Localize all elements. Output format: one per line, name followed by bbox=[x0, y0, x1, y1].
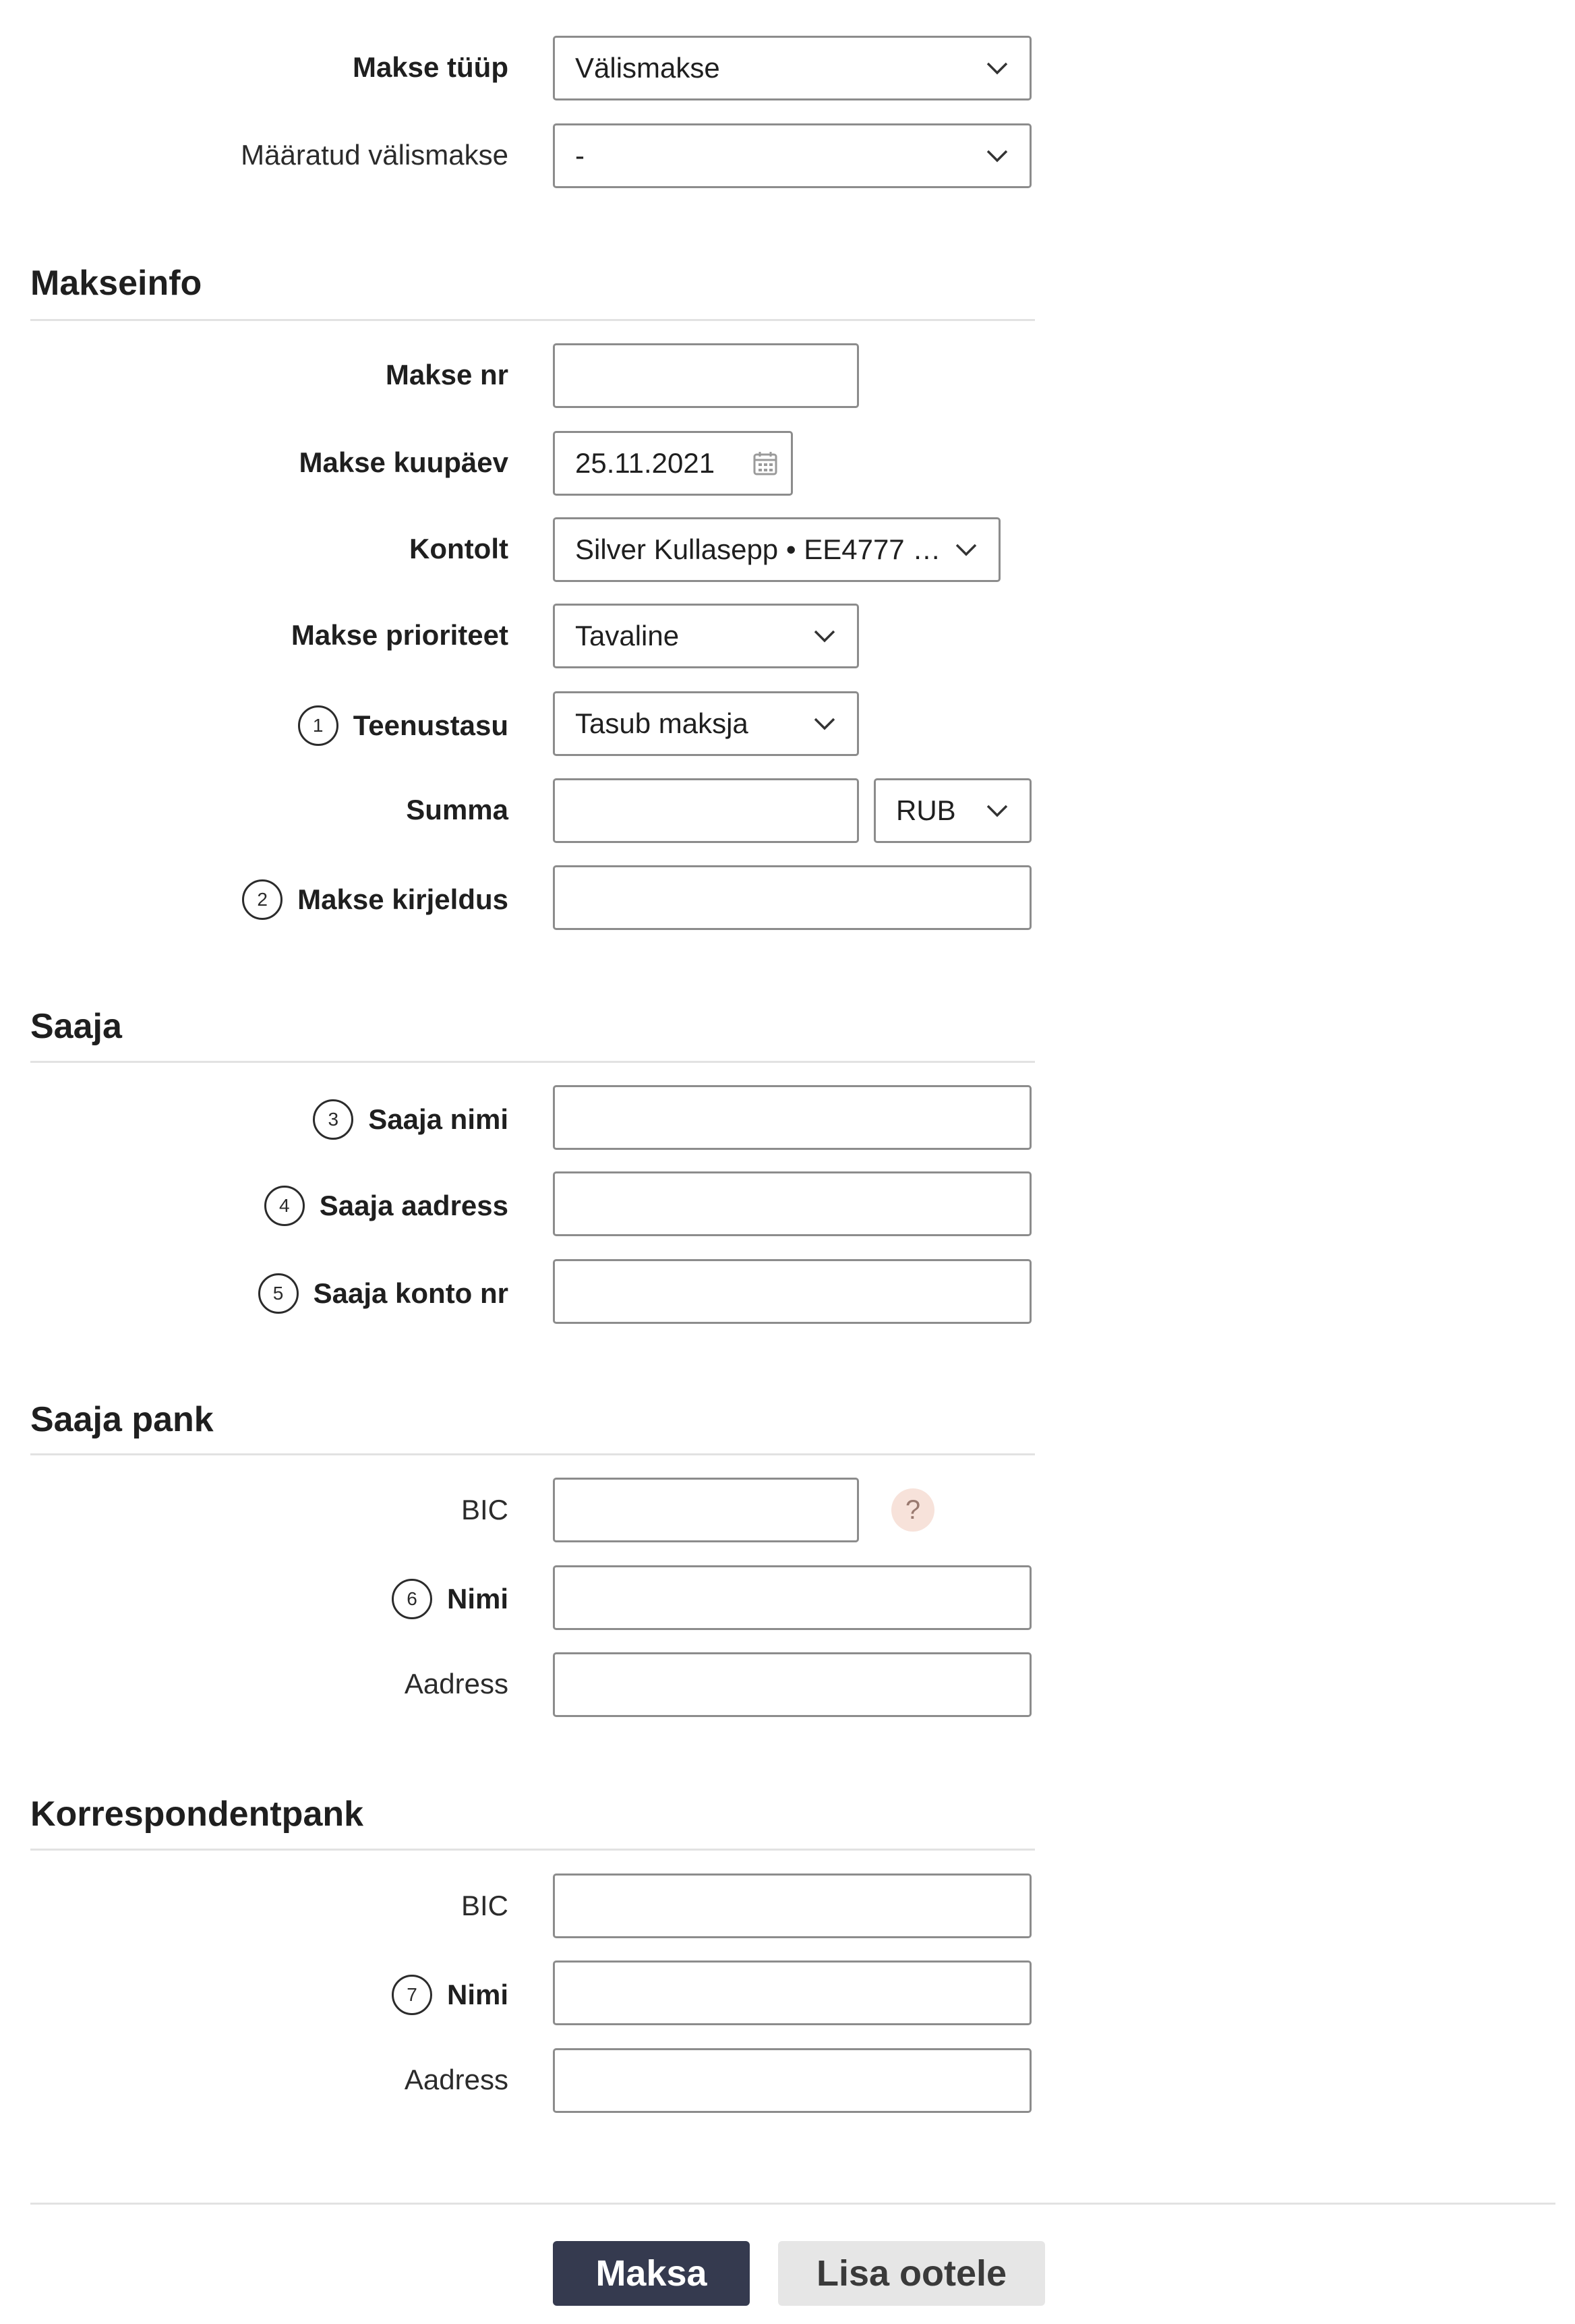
recipient-name-input[interactable] bbox=[553, 1085, 1032, 1150]
priority-select[interactable] bbox=[553, 604, 859, 668]
service-fee-value: Tasub maksja bbox=[575, 707, 748, 739]
section-title-recipient-bank: Saaja pank bbox=[30, 1400, 214, 1439]
amount-input[interactable] bbox=[553, 778, 859, 843]
payment-date-input[interactable] bbox=[553, 431, 793, 496]
amount-label: Summa bbox=[406, 794, 508, 825]
priority-value: Tavaline bbox=[575, 620, 680, 651]
preset-foreign-label: Määratud välismakse bbox=[241, 139, 508, 171]
chevron-down-icon bbox=[984, 797, 1011, 824]
payment-number-label: Makse nr bbox=[385, 359, 508, 390]
info-marker-icon[interactable]: 1 bbox=[298, 705, 338, 746]
preset-foreign-value: - bbox=[575, 140, 585, 171]
recipient-bank-bic-input[interactable] bbox=[553, 1478, 859, 1542]
payment-type-value: Välismakse bbox=[575, 52, 720, 84]
currency-value: RUB bbox=[896, 794, 956, 826]
info-marker-icon[interactable]: 2 bbox=[242, 879, 283, 920]
correspondent-bic-label: BIC bbox=[460, 1890, 508, 1921]
chevron-down-icon bbox=[811, 710, 838, 737]
chevron-down-icon bbox=[984, 142, 1011, 169]
section-title-correspondent-bank: Korrespondentpank bbox=[30, 1795, 364, 1834]
recipient-name-label: 3 Saaja nimi bbox=[313, 1099, 508, 1140]
calendar-icon[interactable] bbox=[752, 450, 779, 477]
info-marker-icon[interactable]: 7 bbox=[392, 1975, 432, 2015]
recipient-address-input[interactable] bbox=[553, 1171, 1032, 1236]
recipient-bank-name-input[interactable] bbox=[553, 1565, 1032, 1630]
from-account-value: Silver Kullasepp • EE4777 … bbox=[575, 533, 941, 565]
description-input[interactable] bbox=[553, 865, 1032, 930]
payment-type-select[interactable] bbox=[553, 36, 1032, 100]
section-divider bbox=[30, 1061, 1035, 1063]
payment-date-value: 25.11.2021 bbox=[575, 447, 715, 479]
chevron-down-icon bbox=[953, 536, 980, 563]
service-fee-label: 1 Teenustasu bbox=[298, 705, 508, 746]
payment-type-label: Makse tüüp bbox=[352, 51, 508, 83]
info-marker-icon[interactable]: 4 bbox=[264, 1186, 305, 1226]
section-title-payment-info: Makseinfo bbox=[30, 264, 202, 303]
recipient-account-input[interactable] bbox=[553, 1259, 1032, 1324]
footer-divider bbox=[30, 2203, 1555, 2205]
chevron-down-icon bbox=[984, 55, 1011, 82]
from-account-label: Kontolt bbox=[409, 533, 508, 564]
add-pending-button[interactable]: Lisa ootele bbox=[778, 2241, 1045, 2306]
pay-button[interactable]: Maksa bbox=[553, 2241, 750, 2306]
from-account-select[interactable] bbox=[553, 517, 1001, 582]
correspondent-bic-input[interactable] bbox=[553, 1873, 1032, 1938]
priority-label: Makse prioriteet bbox=[291, 619, 508, 651]
correspondent-name-input[interactable] bbox=[553, 1960, 1032, 2025]
currency-select[interactable] bbox=[874, 778, 1032, 843]
payment-date-label: Makse kuupäev bbox=[299, 446, 508, 478]
section-title-recipient: Saaja bbox=[30, 1007, 122, 1046]
section-divider bbox=[30, 1453, 1035, 1455]
description-label: 2 Makse kirjeldus bbox=[242, 879, 508, 920]
help-icon[interactable]: ? bbox=[891, 1488, 934, 1532]
recipient-bank-address-input[interactable] bbox=[553, 1652, 1032, 1717]
section-divider bbox=[30, 319, 1035, 321]
correspondent-name-label: 7 Nimi bbox=[392, 1975, 508, 2015]
payment-number-input[interactable] bbox=[553, 343, 859, 408]
info-marker-icon[interactable]: 3 bbox=[313, 1099, 353, 1140]
section-divider bbox=[30, 1849, 1035, 1851]
recipient-bank-bic-label: BIC bbox=[460, 1494, 508, 1526]
recipient-bank-address-label: Aadress bbox=[404, 1668, 508, 1700]
correspondent-address-label: Aadress bbox=[404, 2064, 508, 2095]
chevron-down-icon bbox=[811, 622, 838, 649]
recipient-address-label: 4 Saaja aadress bbox=[264, 1186, 508, 1226]
service-fee-select[interactable] bbox=[553, 691, 859, 756]
recipient-bank-name-label: 6 Nimi bbox=[392, 1579, 508, 1619]
recipient-account-label: 5 Saaja konto nr bbox=[258, 1273, 508, 1314]
info-marker-icon[interactable]: 6 bbox=[392, 1579, 432, 1619]
preset-foreign-select[interactable] bbox=[553, 123, 1032, 188]
correspondent-address-input[interactable] bbox=[553, 2048, 1032, 2113]
info-marker-icon[interactable]: 5 bbox=[258, 1273, 299, 1314]
